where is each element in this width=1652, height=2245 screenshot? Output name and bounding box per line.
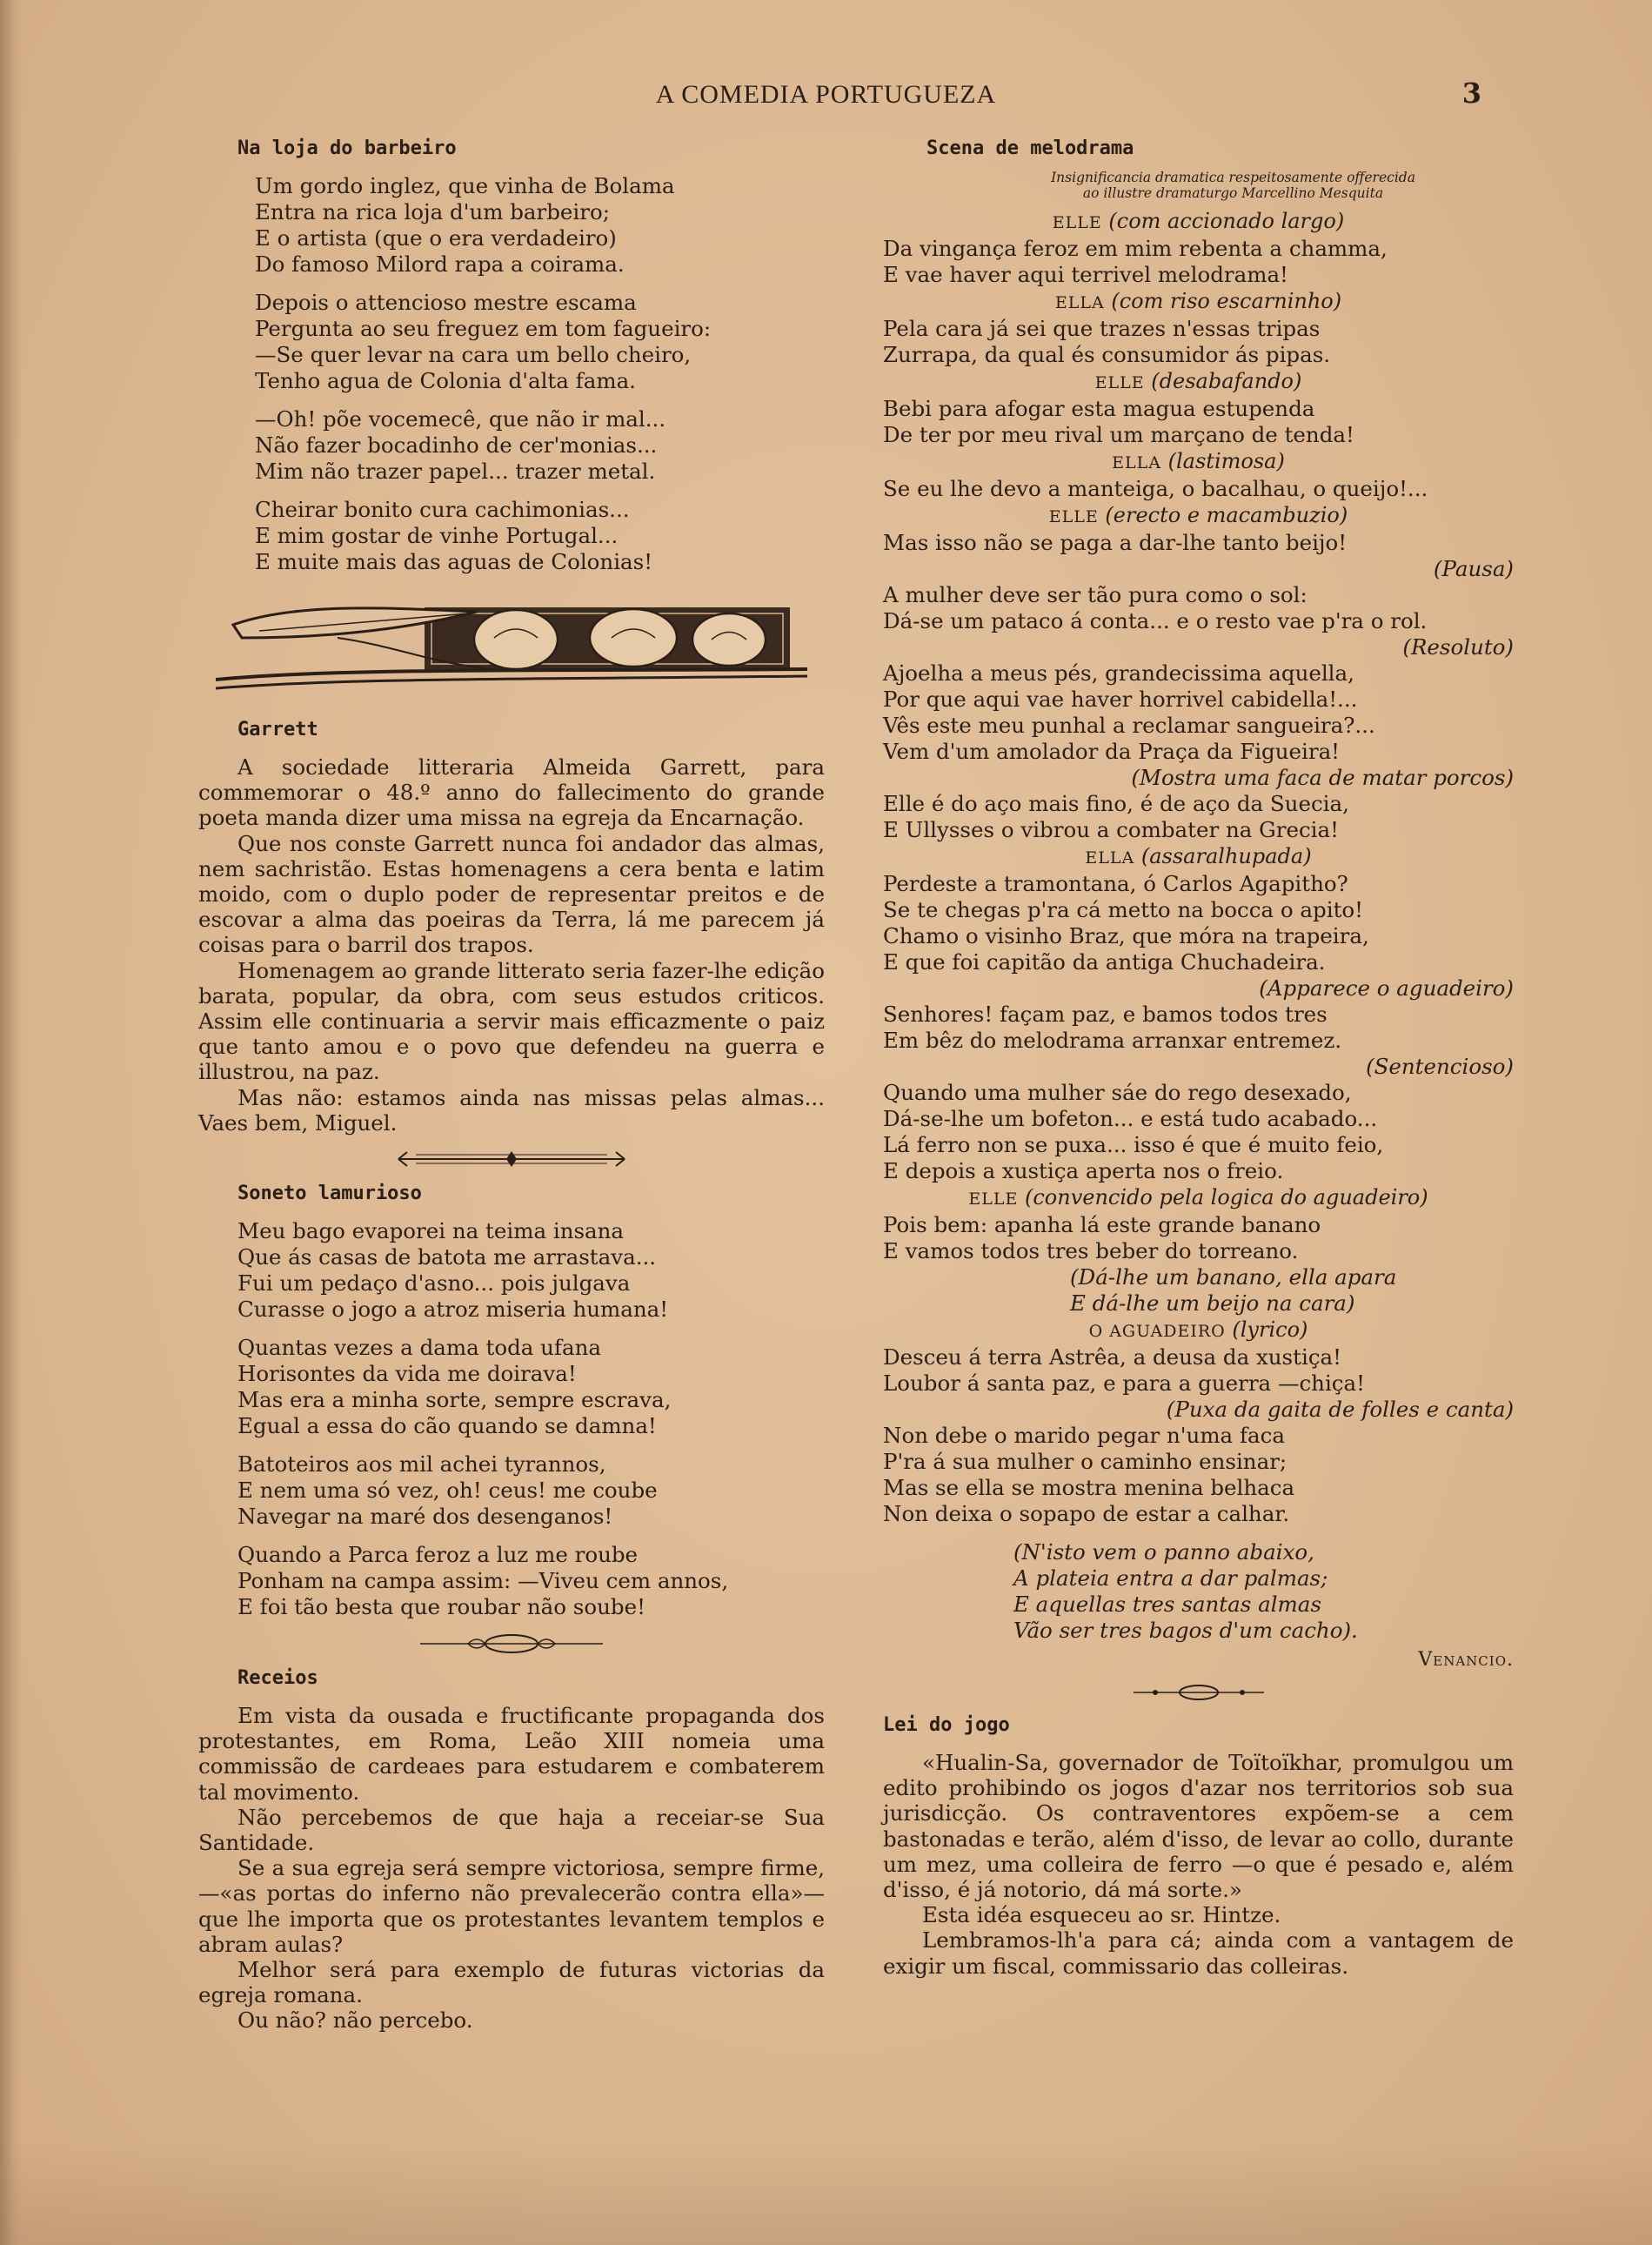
stage-direction: (Puxa da gaita de folles e canta) bbox=[1166, 1397, 1514, 1422]
author-signature: Venancio. bbox=[1418, 1649, 1514, 1671]
verse-line: Tenho agua de Colonia d'alta fama. bbox=[255, 368, 636, 393]
dialogue-line: Se te chegas p'ra cá metto na bocca o apito! bbox=[883, 897, 1364, 922]
paragraph: «Hualin-Sa, governador de Toïtoïkhar, promulgou um edito prohibindo os jogos d'azar nos territorios sob sua jurisdicção. Os contraventores expõem-se a cem bastonadas e terão, além d'isso, de levar ao collo, durante um mez, uma colleira de ferro —o que é pesado e, além d'isso, é já notorio, dá má sorte.» bbox=[883, 1750, 1514, 1903]
closing-verse bbox=[1013, 1539, 1514, 1644]
poem-barbeiro bbox=[255, 173, 825, 575]
dialogue-line: Dá-se-lhe um bofeton... e está tudo acabado... bbox=[883, 1106, 1378, 1131]
dialogue-line: Zurrapa, da qual és consumidor ás pipas. bbox=[883, 342, 1331, 367]
page-number: 3 bbox=[1461, 77, 1481, 110]
verse-line: Não fazer bocadinho de cer'monias... bbox=[255, 432, 658, 458]
verse-line: Um gordo inglez, que vinha de Bolama bbox=[255, 173, 675, 198]
verse-line: Mas era a minha sorte, sempre escrava, bbox=[237, 1387, 672, 1413]
verse-line: Cheirar bonito cura cachimonias... bbox=[255, 497, 630, 522]
floral-engraving bbox=[207, 586, 816, 703]
paragraph: Lembramos-lh'a para cá; ainda com a vantagem de exigir um fiscal, commissario das colleiras. bbox=[883, 1927, 1514, 1979]
paragraph: Que nos conste Garrett nunca foi andador das almas, nem sachristão. Estas homenagens a cera benta e latim moido, com o duplo poder de representar preitos e de escovar a alma das poeiras da Terra, lá me parecem já coisas para o barril dos trapos. bbox=[198, 830, 825, 958]
dedication bbox=[953, 170, 1514, 201]
verse-line: Horisontes da vida me doirava! bbox=[237, 1361, 577, 1387]
dialogue-line: Desceu á terra Astrêa, a deusa da xustiça! bbox=[883, 1344, 1341, 1370]
speaker-cue: ELLA (assaralhupada) bbox=[1085, 844, 1312, 868]
verse-line: E o artista (que o era verdadeiro) bbox=[255, 225, 617, 251]
verse-line: Entra na rica loja d'um barbeiro; bbox=[255, 199, 610, 224]
verse-line: E aquellas tres santas almas bbox=[1013, 1592, 1321, 1617]
dialogue-line: Se eu lhe devo a manteiga, o bacalhau, o queijo!... bbox=[883, 476, 1428, 501]
verse-line: (N'isto vem o panno abaixo, bbox=[1013, 1539, 1314, 1565]
dialogue-line: Non debe o marido pegar n'uma faca bbox=[883, 1423, 1285, 1448]
stage-direction: (Resoluto) bbox=[1402, 634, 1514, 660]
dialogue-line: Non deixa o sopapo de estar a calhar. bbox=[883, 1501, 1290, 1526]
dialogue-line: Dá-se um pataco á conta... e o resto vae p'ra o rol. bbox=[883, 608, 1428, 633]
dedication-line: Insignificancia dramatica respeitosamente offerecida bbox=[1051, 170, 1415, 185]
speaker-cue: ELLE (erecto e macambuzio) bbox=[1048, 503, 1348, 527]
stage-direction: (Apparece o aguadeiro) bbox=[1259, 975, 1514, 1001]
dialogue-line: P'ra á sua mulher o caminho ensinar; bbox=[883, 1449, 1287, 1474]
poem-soneto bbox=[237, 1218, 825, 1620]
verse-line: A plateia entra a dar palmas; bbox=[1013, 1565, 1328, 1591]
verse-line: Que ás casas de batota me arrastava... bbox=[237, 1244, 657, 1270]
section-title-garrett: Garrett bbox=[237, 719, 318, 741]
verse-line: Vão ser tres bagos d'um cacho). bbox=[1013, 1618, 1358, 1643]
dialogue-line: Bebi para afogar esta magua estupenda bbox=[883, 396, 1315, 421]
dialogue-line: E vae haver aqui terrivel melodrama! bbox=[883, 262, 1288, 287]
verse-line: Quando a Parca feroz a luz me roube bbox=[237, 1542, 639, 1568]
stage-direction: (Pausa) bbox=[1433, 556, 1514, 581]
speaker-cue: ELLA (com riso escarninho) bbox=[1054, 289, 1342, 313]
paragraph: Em vista da ousada e fructificante propaganda dos protestantes, em Roma, Leão XIII nomeia uma commissão de cardeaes para estudarem e combaterem tal movimento. bbox=[198, 1703, 825, 1805]
verse-line: Pergunta ao seu freguez em tom fagueiro: bbox=[255, 316, 712, 341]
speaker-cue: ELLE (convencido pela logica do aguadeiro) bbox=[968, 1185, 1428, 1210]
stage-direction: E dá-lhe um beijo na cara) bbox=[1070, 1290, 1355, 1316]
verse-line: E nem uma só vez, oh! ceus! me coube bbox=[237, 1478, 658, 1504]
paragraph: Ou não? não percebo. bbox=[237, 2007, 473, 2034]
verse-line: —Oh! põe vocemecê, que não ir mal... bbox=[255, 406, 666, 432]
dialogue-line: De ter por meu rival um marçano de tenda! bbox=[883, 422, 1354, 447]
article-lei bbox=[883, 1750, 1514, 1979]
paragraph: A sociedade litteraria Almeida Garrett, para commemorar o 48.º anno do fallecimento do grande poeta manda dizer uma missa na egreja da Encarnação. bbox=[198, 754, 825, 831]
paragraph: Se a sua egreja será sempre victoriosa, sempre firme, —«as portas do inferno não prevalecerão contra ella»—que lhe importa que os protestantes levantem templos e abram aulas? bbox=[198, 1855, 825, 1957]
decorative-rule bbox=[1129, 1681, 1268, 1704]
verse-line: Navegar na maré dos desenganos! bbox=[237, 1504, 613, 1530]
paragraph: Homenagem ao grande litterato seria fazer-lhe edição barata, popular, da obra, com seus estudos criticos. Assim elle continuaria a servir mais efficazmente o paiz que tanto amou e o povo que defendeu na guerra e illustrou, na paz. bbox=[198, 957, 825, 1085]
stage-direction: (Sentencioso) bbox=[1366, 1054, 1514, 1079]
dialogue-line: Loubor á santa paz, e para a guerra —chiça! bbox=[883, 1370, 1365, 1396]
dialogue-line: A mulher deve ser tão pura como o sol: bbox=[883, 582, 1308, 607]
dialogue-line: Mas se ella se mostra menina belhaca bbox=[883, 1475, 1295, 1500]
section-title-barbeiro: Na loja do barbeiro bbox=[237, 137, 457, 159]
speaker-cue: ELLE (com accionado largo) bbox=[1052, 209, 1345, 233]
dialogue-line: Senhores! façam paz, e bamos todos tres bbox=[883, 1002, 1328, 1027]
speaker-cue: ELLA (lastimosa) bbox=[1112, 449, 1285, 473]
dialogue-line: E que foi capitão da antiga Chuchadeira. bbox=[883, 949, 1326, 975]
stage-direction: (Mostra uma faca de matar porcos) bbox=[1131, 765, 1514, 790]
verse-line: Fui um pedaço d'asno... pois julgava bbox=[237, 1270, 631, 1297]
dialogue-line: E vamos todos tres beber do torreano. bbox=[883, 1238, 1299, 1263]
dialogue-line: E Ullysses o vibrou a combater na Grecia! bbox=[883, 817, 1339, 842]
verse-line: —Se quer levar na cara um bello cheiro, bbox=[255, 342, 692, 367]
dialogue-line: Por que aqui vae haver horrivel cabidella!... bbox=[883, 687, 1358, 712]
running-title: A COMEDIA PORTUGUEZA bbox=[655, 80, 997, 109]
decorative-rule bbox=[381, 1146, 642, 1172]
dialogue-line: Vem d'um amolador da Praça da Figueira! bbox=[883, 739, 1341, 764]
decorative-rule bbox=[411, 1631, 612, 1657]
left-column bbox=[198, 137, 825, 2034]
section-title-melodrama: Scena de melodrama bbox=[926, 137, 1134, 159]
speaker-cue: ELLE (desabafando) bbox=[1094, 369, 1302, 393]
verse-line: Curasse o jogo a atroz miseria humana! bbox=[237, 1297, 669, 1323]
binding-edge bbox=[0, 0, 23, 2245]
verse-line: Quantas vezes a dama toda ufana bbox=[237, 1335, 601, 1361]
speaker-cue: O AGUADEIRO (lyrico) bbox=[1088, 1317, 1308, 1342]
verse-line: Mim não trazer papel... trazer metal. bbox=[255, 459, 656, 484]
dialogue-line: Vês este meu punhal a reclamar sangueira?... bbox=[883, 713, 1375, 738]
verse-line: Depois o attencioso mestre escama bbox=[255, 290, 637, 315]
verse-line: Do famoso Milord rapa a coirama. bbox=[255, 251, 625, 277]
right-column bbox=[883, 137, 1514, 1979]
dialogue-line: E depois a xustiça aperta nos o freio. bbox=[883, 1158, 1284, 1183]
dialogue-line: Perdeste a tramontana, ó Carlos Agapitho? bbox=[883, 871, 1348, 896]
section-title-receios: Receios bbox=[237, 1667, 318, 1690]
paragraph: Esta idéa esqueceu ao sr. Hintze. bbox=[922, 1902, 1281, 1928]
verse-line: E muite mais das aguas de Colonias! bbox=[255, 549, 653, 574]
paragraph: Melhor será para exemplo de futuras victorias da egreja romana. bbox=[198, 1957, 825, 2008]
dialogue-line: Pois bem: apanha lá este grande banano bbox=[883, 1212, 1321, 1237]
dialogue-line: Quando uma mulher sáe do rego desexado, bbox=[883, 1080, 1352, 1105]
dialogue-line: Mas isso não se paga a dar-lhe tanto beijo! bbox=[883, 530, 1348, 555]
dialogue-line: Em bêz do melodrama arranxar entremez. bbox=[883, 1028, 1342, 1053]
dialogue-line: Chamo o visinho Braz, que móra na trapeira, bbox=[883, 923, 1369, 948]
verse-line: Batoteiros aos mil achei tyrannos, bbox=[237, 1451, 606, 1478]
section-title-soneto: Soneto lamurioso bbox=[237, 1183, 422, 1205]
paper-stain bbox=[0, 2141, 1652, 2245]
article-receios bbox=[198, 1703, 825, 2034]
verse-line: Ponham na campa assim: —Viveu cem annos, bbox=[237, 1568, 729, 1594]
dialogue-line: Pela cara já sei que trazes n'essas tripas bbox=[883, 316, 1321, 341]
verse-line: Egual a essa do cão quando se damna! bbox=[237, 1413, 657, 1439]
paragraph: Não percebemos de que haja a receiar-se Sua Santidade. bbox=[198, 1804, 825, 1856]
dialogue-line: Elle é do aço mais fino, é de aço da Suecia, bbox=[883, 791, 1349, 816]
verse-line: E mim gostar de vinhe Portugal... bbox=[255, 523, 619, 548]
stage-direction: (Dá-lhe um banano, ella apara bbox=[1070, 1264, 1397, 1290]
section-title-lei: Lei do jogo bbox=[883, 1714, 1010, 1736]
dialogue-line: Lá ferro non se puxa... isso é que é muito feio, bbox=[883, 1132, 1384, 1157]
article-garrett bbox=[198, 754, 825, 1136]
verse-line: Meu bago evaporei na teima insana bbox=[237, 1218, 625, 1244]
verse-line: E foi tão besta que roubar não soube! bbox=[237, 1594, 645, 1620]
dedication-line: ao illustre dramaturgo Marcellino Mesquita bbox=[1082, 185, 1384, 201]
dialogue-line: Ajoelha a meus pés, grandecissima aquella, bbox=[883, 660, 1354, 686]
paragraph: Mas não: estamos ainda nas missas pelas almas... Vaes bem, Miguel. bbox=[198, 1084, 825, 1136]
dialogue-line: Da vingança feroz em mim rebenta a chamma, bbox=[883, 236, 1388, 261]
